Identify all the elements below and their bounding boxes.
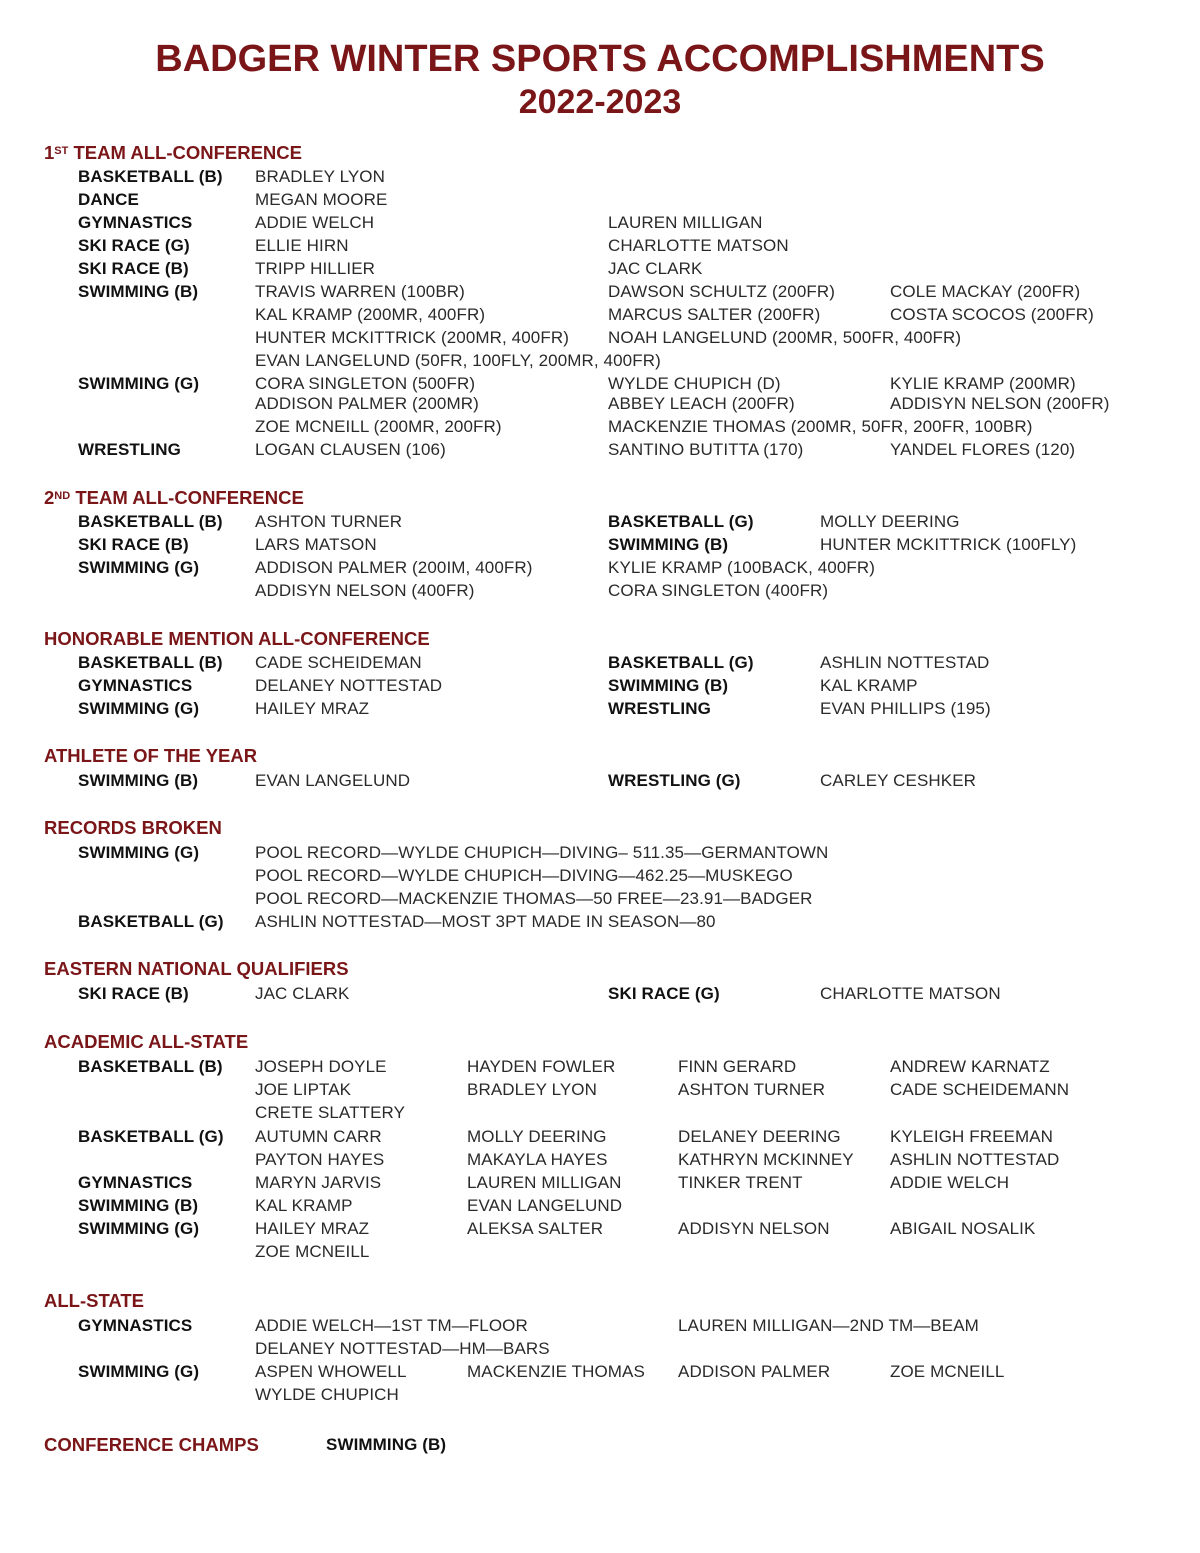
sport-label: SKI RACE (B) bbox=[78, 984, 189, 1003]
athlete-name: MARCUS SALTER (200FR) bbox=[608, 305, 821, 324]
athlete-name: KAL KRAMP bbox=[255, 1196, 353, 1215]
athlete-name: ALEKSA SALTER bbox=[467, 1219, 604, 1238]
sport-label: SWIMMING (B) bbox=[608, 676, 729, 695]
record-line: POOL RECORD—WYLDE CHUPICH—DIVING—462.25—MUSKEGO bbox=[255, 866, 793, 885]
sport-label: BASKETBALL (B) bbox=[78, 167, 223, 186]
sport-label: BASKETBALL (G) bbox=[608, 653, 754, 672]
athlete-name: JAC CLARK bbox=[608, 259, 703, 278]
sport-label: SWIMMING (G) bbox=[78, 374, 200, 393]
athlete-name: DAWSON SCHULTZ (200FR) bbox=[608, 282, 835, 301]
athlete-name: MACKENZIE THOMAS (200MR, 50FR, 200FR, 100BR) bbox=[608, 417, 1033, 436]
record-line: POOL RECORD—WYLDE CHUPICH—DIVING– 511.35—GERMANTOWN bbox=[255, 843, 829, 862]
athlete-name: BRADLEY LYON bbox=[467, 1080, 598, 1099]
athlete-name: ASHLIN NOTTESTAD bbox=[820, 653, 990, 672]
athlete-name: LAUREN MILLIGAN bbox=[608, 213, 763, 232]
athlete-name: ZOE MCNEILL bbox=[890, 1362, 1005, 1381]
sport-label: SWIMMING (B) bbox=[608, 535, 729, 554]
sport-label: WRESTLING bbox=[78, 440, 181, 459]
sport-label: SWIMMING (G) bbox=[78, 1219, 200, 1238]
athlete-name: ADDISYN NELSON bbox=[678, 1219, 830, 1238]
athlete-name: MAKAYLA HAYES bbox=[467, 1150, 608, 1169]
sport-label: GYMNASTICS bbox=[78, 676, 193, 695]
athlete-name: DELANEY NOTTESTAD bbox=[255, 676, 443, 695]
athlete-name: ADDIE WELCH bbox=[890, 1173, 1010, 1192]
athlete-name: DELANEY DEERING bbox=[678, 1127, 841, 1146]
athlete-name: EVAN LANGELUND bbox=[467, 1196, 623, 1215]
athlete-name: CHARLOTTE MATSON bbox=[820, 984, 1001, 1003]
athlete-name: YANDEL FLORES (120) bbox=[890, 440, 1076, 459]
athlete-name: ADDISON PALMER bbox=[678, 1362, 831, 1381]
section-heading-first-team: 1ST TEAM ALL-CONFERENCE bbox=[44, 142, 302, 163]
athlete-name: CHARLOTTE MATSON bbox=[608, 236, 789, 255]
athlete-name: CORA SINGLETON (500FR) bbox=[255, 374, 476, 393]
athlete-name: WYLDE CHUPICH bbox=[255, 1385, 399, 1404]
athlete-name: ASHTON TURNER bbox=[255, 512, 403, 531]
sport-label: SWIMMING (G) bbox=[78, 558, 200, 577]
athlete-name: CRETE SLATTERY bbox=[255, 1103, 406, 1122]
athlete-name: AUTUMN CARR bbox=[255, 1127, 382, 1146]
athlete-name: ADDISYN NELSON (400FR) bbox=[255, 581, 475, 600]
sport-label: GYMNASTICS bbox=[78, 1173, 193, 1192]
athlete-name: KYLEIGH FREEMAN bbox=[890, 1127, 1054, 1146]
athlete-name: CADE SCHEIDEMANN bbox=[890, 1080, 1070, 1099]
athlete-name: ANDREW KARNATZ bbox=[890, 1057, 1050, 1076]
athlete-name: TRAVIS WARREN (100BR) bbox=[255, 282, 465, 301]
athlete-name: TINKER TRENT bbox=[678, 1173, 803, 1192]
athlete-name: LARS MATSON bbox=[255, 535, 377, 554]
athlete-name: ABIGAIL NOSALIK bbox=[890, 1219, 1036, 1238]
athlete-name: ADDISON PALMER (200MR) bbox=[255, 394, 479, 413]
sport-label: SWIMMING (G) bbox=[78, 699, 200, 718]
athlete-name: KAL KRAMP (200MR, 400FR) bbox=[255, 305, 486, 324]
sport-label: BASKETBALL (B) bbox=[78, 1057, 223, 1076]
athlete-name: TRIPP HILLIER bbox=[255, 259, 376, 278]
sport-label: SWIMMING (G) bbox=[78, 1362, 200, 1381]
athlete-name: EVAN LANGELUND bbox=[255, 771, 411, 790]
athlete-name: ZOE MCNEILL (200MR, 200FR) bbox=[255, 417, 502, 436]
sport-label: SKI RACE (B) bbox=[78, 535, 189, 554]
section-heading-honorable-mention: HONORABLE MENTION ALL-CONFERENCE bbox=[44, 628, 430, 649]
athlete-name: ADDIE WELCH—1ST TM—FLOOR bbox=[255, 1316, 528, 1335]
athlete-name: JAC CLARK bbox=[255, 984, 350, 1003]
athlete-name: COSTA SCOCOS (200FR) bbox=[890, 305, 1094, 324]
athlete-name: ASHLIN NOTTESTAD bbox=[890, 1150, 1060, 1169]
athlete-name: ADDISON PALMER (200IM, 400FR) bbox=[255, 558, 533, 577]
athlete-name: LAUREN MILLIGAN—2ND TM—BEAM bbox=[678, 1316, 979, 1335]
sport-label: SKI RACE (G) bbox=[608, 984, 720, 1003]
athlete-name: ASPEN WHOWELL bbox=[255, 1362, 407, 1381]
sport-label: GYMNASTICS bbox=[78, 1316, 193, 1335]
sport-label: GYMNASTICS bbox=[78, 213, 193, 232]
athlete-name: CORA SINGLETON (400FR) bbox=[608, 581, 829, 600]
athlete-name: COLE MACKAY (200FR) bbox=[890, 282, 1081, 301]
athlete-name: ASHTON TURNER bbox=[678, 1080, 826, 1099]
section-heading-conference-champs: CONFERENCE CHAMPS bbox=[44, 1434, 259, 1455]
athlete-name: KATHRYN MCKINNEY bbox=[678, 1150, 854, 1169]
athlete-name: LOGAN CLAUSEN (106) bbox=[255, 440, 446, 459]
section-heading-athlete-of-year: ATHLETE OF THE YEAR bbox=[44, 745, 258, 766]
sport-label: SKI RACE (B) bbox=[78, 259, 189, 278]
record-line: POOL RECORD—MACKENZIE THOMAS—50 FREE—23.91—BADGER bbox=[255, 889, 813, 908]
sport-label: SKI RACE (G) bbox=[78, 236, 190, 255]
section-heading-records-broken: RECORDS BROKEN bbox=[44, 817, 222, 838]
sport-label: DANCE bbox=[78, 190, 139, 209]
athlete-name: ADDISYN NELSON (200FR) bbox=[890, 394, 1110, 413]
sport-label: SWIMMING (B) bbox=[78, 282, 199, 301]
section-heading-eastern-national: EASTERN NATIONAL QUALIFIERS bbox=[44, 958, 349, 979]
section-heading-academic-all-state: ACADEMIC ALL-STATE bbox=[44, 1031, 249, 1052]
athlete-name: KYLIE KRAMP (100BACK, 400FR) bbox=[608, 558, 876, 577]
athlete-name: KAL KRAMP bbox=[820, 676, 918, 695]
sport-label: BASKETBALL (G) bbox=[78, 1127, 224, 1146]
athlete-name: KYLIE KRAMP (200MR) bbox=[890, 374, 1076, 393]
athlete-name: NOAH LANGELUND (200MR, 500FR, 400FR) bbox=[608, 328, 962, 347]
athlete-name: MOLLY DEERING bbox=[820, 512, 960, 531]
athlete-name: HAILEY MRAZ bbox=[255, 699, 370, 718]
athlete-name: JOE LIPTAK bbox=[255, 1080, 352, 1099]
sport-label: BASKETBALL (B) bbox=[78, 653, 223, 672]
athlete-name: MARYN JARVIS bbox=[255, 1173, 382, 1192]
sport-label: BASKETBALL (G) bbox=[608, 512, 754, 531]
athlete-name: ZOE MCNEILL bbox=[255, 1242, 370, 1261]
section-heading-all-state: ALL-STATE bbox=[44, 1290, 145, 1311]
section-heading-second-team: 2ND TEAM ALL-CONFERENCE bbox=[44, 487, 304, 508]
sport-label: SWIMMING (B) bbox=[78, 771, 199, 790]
athlete-name: HAYDEN FOWLER bbox=[467, 1057, 616, 1076]
athlete-name: MEGAN MOORE bbox=[255, 190, 388, 209]
athlete-name: SANTINO BUTITTA (170) bbox=[608, 440, 804, 459]
athlete-name: BRADLEY LYON bbox=[255, 167, 386, 186]
page-subtitle-year: 2022-2023 bbox=[518, 83, 682, 121]
athlete-name: MACKENZIE THOMAS bbox=[467, 1362, 645, 1381]
athlete-name: ADDIE WELCH bbox=[255, 213, 375, 232]
athlete-name: FINN GERARD bbox=[678, 1057, 797, 1076]
athlete-name: LAUREN MILLIGAN bbox=[467, 1173, 622, 1192]
athlete-name: JOSEPH DOYLE bbox=[255, 1057, 387, 1076]
athlete-name: MOLLY DEERING bbox=[467, 1127, 607, 1146]
sport-label: WRESTLING (G) bbox=[608, 771, 741, 790]
athlete-name: HUNTER MCKITTRICK (100FLY) bbox=[820, 535, 1077, 554]
athlete-name: PAYTON HAYES bbox=[255, 1150, 385, 1169]
athlete-name: CADE SCHEIDEMAN bbox=[255, 653, 422, 672]
athlete-name: ELLIE HIRN bbox=[255, 236, 349, 255]
athlete-name: EVAN LANGELUND (50FR, 100FLY, 200MR, 400FR) bbox=[255, 351, 661, 370]
athlete-name: DELANEY NOTTESTAD—HM—BARS bbox=[255, 1339, 550, 1358]
sport-label: SWIMMING (B) bbox=[326, 1435, 447, 1454]
athlete-name: WYLDE CHUPICH (D) bbox=[608, 374, 781, 393]
sport-label: BASKETBALL (B) bbox=[78, 512, 223, 531]
page-title: BADGER WINTER SPORTS ACCOMPLISHMENTS bbox=[155, 38, 1045, 80]
sport-label: SWIMMING (B) bbox=[78, 1196, 199, 1215]
athlete-name: HAILEY MRAZ bbox=[255, 1219, 370, 1238]
athlete-name: ABBEY LEACH (200FR) bbox=[608, 394, 795, 413]
athlete-name: EVAN PHILLIPS (195) bbox=[820, 699, 991, 718]
sport-label: BASKETBALL (G) bbox=[78, 912, 224, 931]
athlete-name: HUNTER MCKITTRICK (200MR, 400FR) bbox=[255, 328, 569, 347]
athlete-name: CARLEY CESHKER bbox=[820, 771, 977, 790]
record-line: ASHLIN NOTTESTAD—MOST 3PT MADE IN SEASON—80 bbox=[255, 912, 716, 931]
sport-label: WRESTLING bbox=[608, 699, 711, 718]
sport-label: SWIMMING (G) bbox=[78, 843, 200, 862]
